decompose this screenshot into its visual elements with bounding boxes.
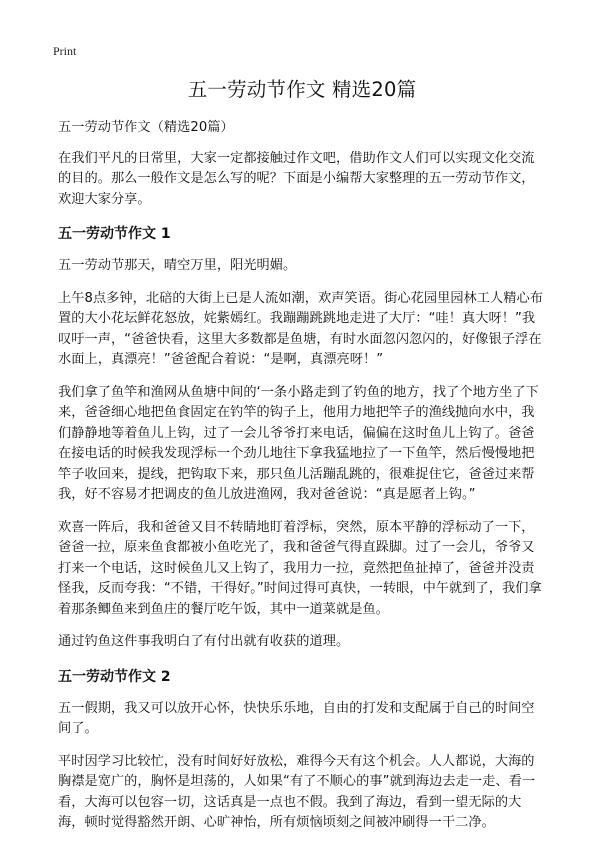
article-subtitle: 五一劳动节作文（精选20篇） — [58, 120, 234, 135]
article-intro: 在我们平凡的日常里，大家一定都接触过作文吧，借助作文人们可以实现文化交流的目的。那么一般作文是怎么写的呢？下面是小编帮大家整理的五一劳动节作文，欢迎大家分享。 — [58, 150, 535, 207]
section-1-paragraph: 五一劳动节那天，晴空万里，阳光明媚。 — [58, 258, 297, 273]
section-heading-1: 五一劳动节作文 1 — [58, 226, 171, 242]
section-1-paragraph: 上午8点多钟，北碚的大街上已是人流如潮，欢声笑语。街心花园里园林工人精心布置的大小花坛鲜花怒放，姹紫嫣红。我蹦蹦跳跳地走进了大厅：“哇！真大呀！”我叹吁一声，“爸爸快看，这里大多数都是鱼塘，有时水面忽闪忽闪的，好像银子浮在水面上，真漂亮！”爸爸配合着说：“是啊，真漂亮呀！” — [58, 290, 543, 367]
article — [58, 76, 546, 846]
section-2-paragraph: 平时因学习比较忙，没有时间好好放松，难得今天有这个机会。人人都说，大海的胸襟是宽广的，胸怀是坦荡的，人如果“有了不顺心的事”就到海边去走一走、看一看，大海可以包容一切，这话真是一点也不假。我到了海边，看到一望无际的大海，顿时觉得豁然开朗、心旷神怡，所有烦恼顷刻之间被冲刷得一干二净。 — [58, 753, 536, 830]
section-2-paragraph: 五一假期，我又可以放开心怀，快快乐乐地，自由的打发和支配属于自己的时间空间了。 — [58, 700, 535, 736]
section-heading-2: 五一劳动节作文 2 — [58, 668, 171, 685]
section-1-paragraph: 我们拿了鱼竿和渔网从鱼塘中间的‘一条小路走到了钓鱼的地方，找了个地方坐了下来，爸爸细心地把鱼食固定在钓竿的钩子上，他用力地把竿子的渔线抛向水中，我们静静地等着鱼儿上钩，过了一会儿爷爷打来电话，偏偏在这时鱼儿上钩了。爸爸在接电话的时候我发现浮标一个劲儿地往下拿我猛地拉了一下鱼竿，然后慢慢地把竿子收回来，提线，把钩取下来，那只鱼儿活蹦乱跳的，很难捉住它，爸爸过来帮我，好不容易才把调皮的鱼儿放进渔网，我对爸爸说：“真是愿者上钩。” — [58, 384, 539, 502]
section-1-paragraph: 欢喜一阵后，我和爸爸又目不转睛地盯着浮标，突然，原本平静的浮标动了一下，爸爸一拉，原来鱼食都被小鱼吃光了，我和爸爸气得直跺脚。过了一会儿，爷爷又打来一个电话，这时候鱼儿又上钩了，我用力一拉，竟然把鱼扯掉了，爸爸并没责怪我，反而夸我：“不错，干得好。”时间过得可真快，一转眼，中午就到了，我们拿着那条鲫鱼来到鱼庄的餐厅吃午饭，其中一道菜就是鱼。 — [58, 519, 542, 617]
section-1-paragraph: 通过钓鱼这件事我明白了有付出就有收获的道理。 — [58, 634, 350, 649]
page-title: 五一劳动节作文 精选20篇 — [187, 78, 417, 101]
print-link[interactable]: Print — [53, 44, 77, 58]
